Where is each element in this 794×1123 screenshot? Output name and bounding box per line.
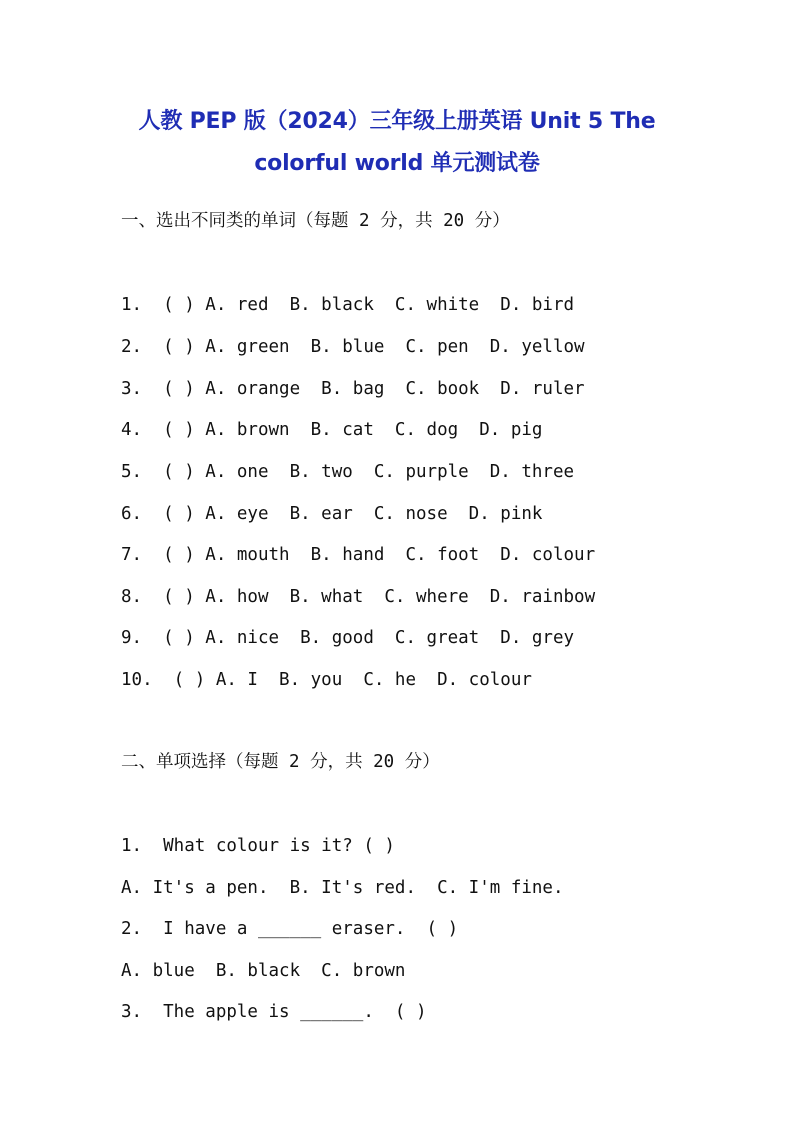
question-3: 3. ( ) A. orange B. bag C. book D. ruler <box>121 379 585 399</box>
question-7: 7. ( ) A. mouth B. hand C. foot D. colour <box>121 545 596 565</box>
section-2-heading: 二、单项选择（每题 2 分，共 20 分） <box>121 752 440 772</box>
question-5: 5. ( ) A. one B. two C. purple D. three <box>121 462 575 482</box>
section-1-heading: 一、选出不同类的单词（每题 2 分，共 20 分） <box>121 211 510 231</box>
question-2: 2. ( ) A. green B. blue C. pen D. yellow <box>121 337 585 357</box>
question-4: 4. ( ) A. brown B. cat C. dog D. pig <box>121 420 543 440</box>
document-title-line-1: 人教 PEP 版（2024）三年级上册英语 Unit 5 The <box>138 109 656 134</box>
choice-options-1: A. It's a pen. B. It's red. C. I'm fine. <box>121 878 564 898</box>
choice-question-3: 3. The apple is ______. ( ) <box>121 1002 427 1022</box>
question-1: 1. ( ) A. red B. black C. white D. bird <box>121 295 575 315</box>
question-6: 6. ( ) A. eye B. ear C. nose D. pink <box>121 504 543 524</box>
choice-question-2: 2. I have a ______ eraser. ( ) <box>121 919 459 939</box>
document-title-line-2: colorful world 单元测试卷 <box>254 151 540 176</box>
question-8: 8. ( ) A. how B. what C. where D. rainbow <box>121 587 596 607</box>
choice-question-1: 1. What colour is it? ( ) <box>121 836 395 856</box>
question-9: 9. ( ) A. nice B. good C. great D. grey <box>121 628 575 648</box>
question-10: 10. ( ) A. I B. you C. he D. colour <box>121 670 532 690</box>
choice-options-2: A. blue B. black C. brown <box>121 961 406 981</box>
